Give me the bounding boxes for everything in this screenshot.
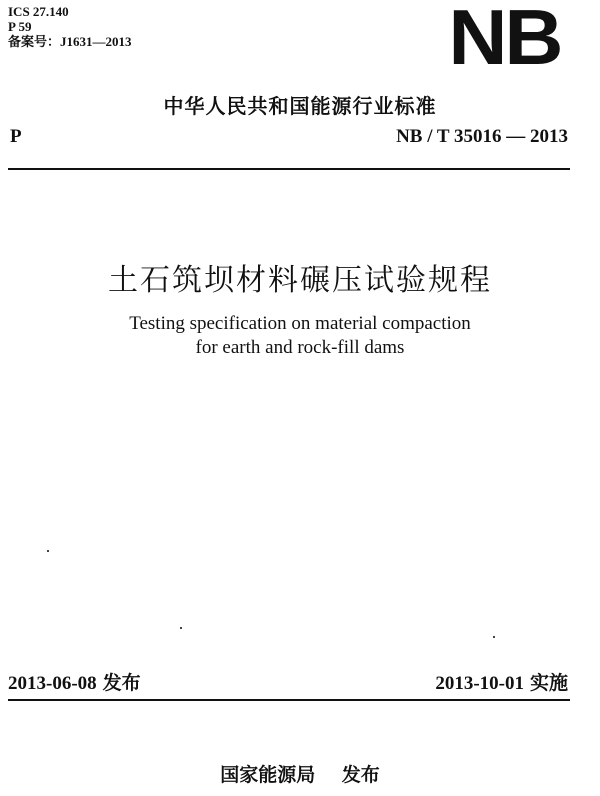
header-meta — [8, 4, 132, 49]
title-english — [0, 312, 600, 360]
bottom-divider — [8, 699, 570, 701]
issue-date: 2013-06-08 — [8, 673, 97, 694]
publisher-line — [0, 760, 600, 787]
scan-speck — [180, 627, 182, 629]
publisher-action: 发布 — [341, 764, 380, 786]
industry-standard-heading: 中华人民共和国能源行业标准 — [163, 94, 437, 118]
scan-speck — [47, 550, 49, 552]
record-number: 备案号：J1631—2013 — [8, 34, 132, 49]
title-chinese: 土石筑坝材料碾压试验规程 — [108, 263, 492, 298]
nb-logo: NB — [448, 0, 561, 81]
issue-label: 发布 — [102, 672, 141, 694]
top-divider — [8, 168, 570, 170]
issue-date-line — [8, 668, 141, 695]
scan-speck — [493, 636, 495, 638]
ics-code: ICS 27.140 — [8, 4, 69, 19]
classification-letter: P — [10, 126, 22, 147]
publisher-name: 国家能源局 — [220, 764, 316, 786]
implement-date: 2013-10-01 — [435, 673, 524, 694]
implement-date-line — [435, 668, 568, 695]
title-english-line-1: Testing specification on material compaction — [129, 313, 471, 334]
standard-number: NB / T 35016 — 2013 — [396, 126, 568, 147]
title-english-line-2: for earth and rock-fill dams — [195, 337, 405, 358]
class-code: P 59 — [8, 19, 32, 34]
implement-label: 实施 — [529, 672, 568, 694]
